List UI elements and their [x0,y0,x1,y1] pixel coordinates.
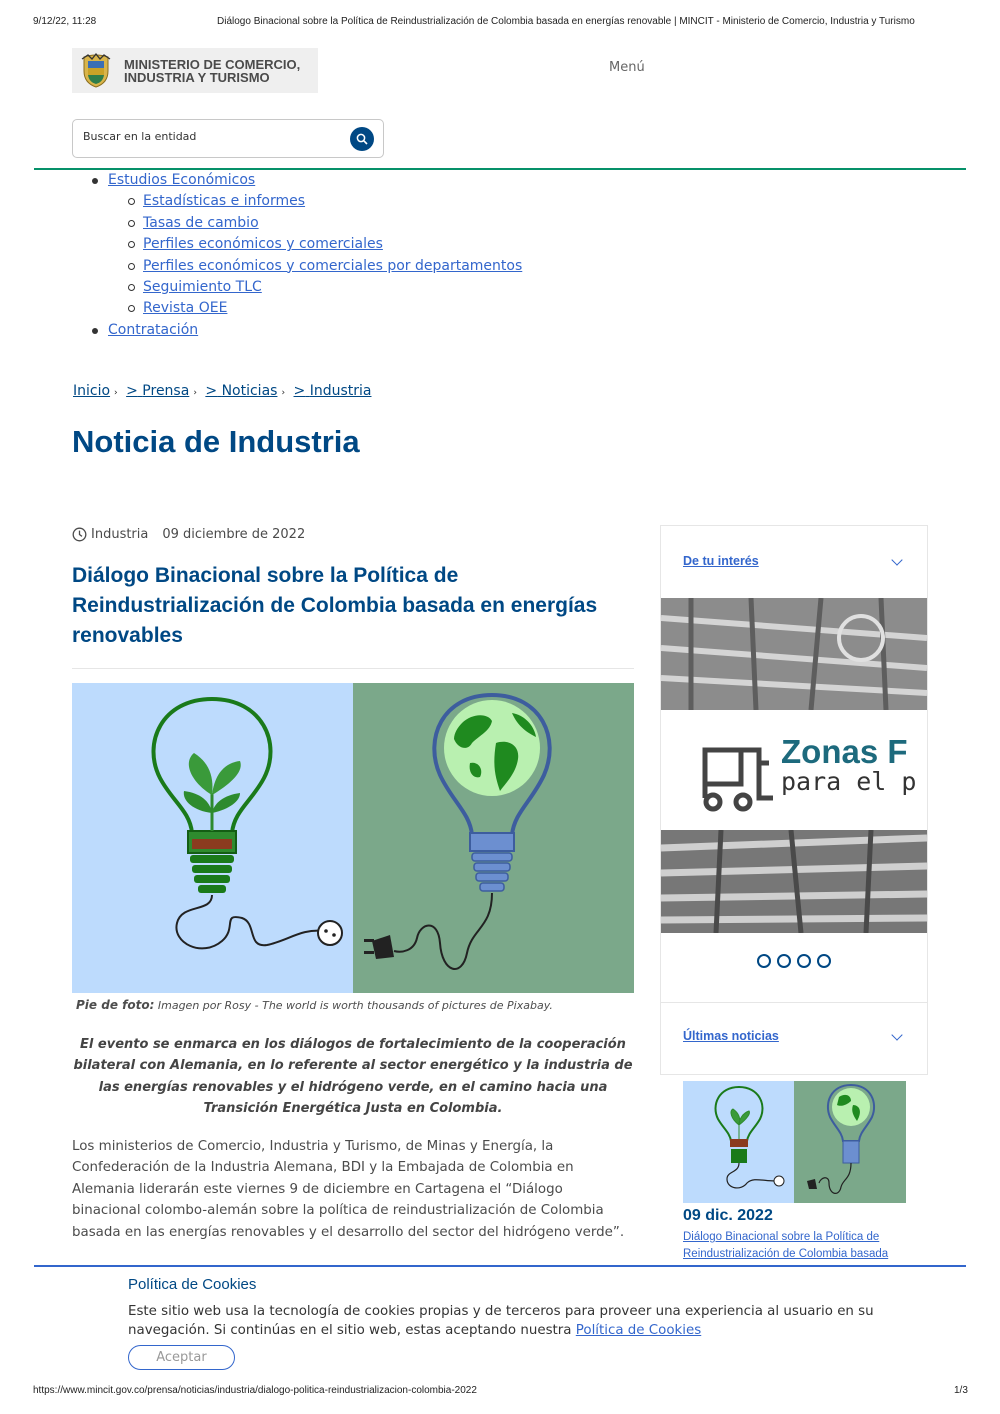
search-box [72,119,384,158]
nav-link-perfiles[interactable]: Perfiles económicos y comerciales [143,236,383,253]
article-body: Los ministerios de Comercio, Industria y Turismo, de Minas y Energía, la Confederación de la Industria Alemana, BDI y la Embajada de Colombia en Alemania liderarán este viernes 9 de diciembre en Cartagena el “Diálogo binacional colombo-alemán sobre la política de reindustrialización de Colombia basada en las energías renovables y el desarrollo del sector del hidrógeno verde”. [72,1139,625,1240]
print-page-number: 1/3 [954,1385,968,1396]
carousel-banner[interactable] [661,598,927,933]
nav-link-seguimiento-tlc[interactable]: Seguimiento TLC [143,279,262,296]
caption-text: Imagen por Rosy - The world is worth thousands of pictures de Pixabay. [157,999,553,1012]
nav-subitem [72,213,522,234]
carousel-dot[interactable] [757,954,771,968]
nav-subitem [72,234,522,255]
print-page-title: Diálogo Binacional sobre la Política de Reindustrialización de Colombia basada en energías renovable | MINCIT - Ministerio de Comercio, Industria y Turismo [217,16,915,27]
breadcrumb-separator: › [281,388,286,398]
search-input[interactable] [83,130,343,143]
nav-link-perfiles-departamentos[interactable]: Perfiles económicos y comerciales por departamentos [143,257,523,274]
logo-line-1: MINISTERIO DE COMERCIO, [124,56,301,72]
magnifier-icon [356,133,368,145]
search-button[interactable] [350,127,374,151]
carousel-dot[interactable] [817,954,831,968]
article-date: 09 diciembre de 2022 [162,527,306,542]
banner-subtitle: para el p [781,767,917,796]
nav-subitem [72,191,522,212]
article-meta [72,527,305,542]
latest-news-date: 09 dic. 2022 [683,1207,773,1224]
article-category: Industria [91,527,149,542]
caption-label: Pie de foto: [76,998,155,1012]
nav-subitem [72,277,522,298]
breadcrumb-separator: › [193,388,197,398]
accept-cookies-button[interactable]: Aceptar [128,1345,235,1370]
carousel-dot[interactable] [777,954,791,968]
print-datetime: 9/12/22, 11:28 [33,16,97,27]
nav-link-estadisticas[interactable]: Estadísticas e informes [143,193,306,210]
logo-line-2: INDUSTRIA Y TURISMO [124,69,270,85]
cookie-text: Este sitio web usa la tecnología de cookies propias y de terceros para proveer una experiencia al usuario en su navegación. Si continúas en el sitio web, estas aceptando nuestra Política de Cookies [128,1304,874,1338]
breadcrumb-separator: › [114,388,118,398]
carousel-pagination [757,954,831,968]
chevron-down-icon[interactable] [891,554,902,565]
cookie-banner [34,1267,966,1379]
title-divider [72,668,634,669]
breadcrumb-industria[interactable]: > Industria [293,383,372,399]
cookie-title: Política de Cookies [128,1276,257,1293]
breadcrumb-prensa[interactable]: > Prensa [126,383,190,399]
print-url: https://www.mincit.gov.co/prensa/noticias/industria/dialogo-politica-reindustrializacion-colombia-2022 [33,1385,477,1396]
nav-list [72,170,522,341]
latest-news-thumbnail[interactable] [683,1081,906,1203]
chevron-down-icon[interactable] [891,1029,902,1040]
nav-link-contratacion[interactable]: Contratación [108,321,199,338]
nav-item-estudios [72,170,522,191]
nav-subitem [72,256,522,277]
menu-button[interactable]: Menú [609,60,645,75]
latest-news-link[interactable]: Diálogo Binacional sobre la Política de Reindustrialización de Colombia basada [683,1231,889,1260]
hero-image-lightbulbs [72,683,634,993]
sidebar-latest-toggle[interactable]: Últimas noticias [683,1029,779,1043]
breadcrumb-inicio[interactable]: Inicio [73,383,111,399]
clock-icon [72,527,87,542]
nav-subitem [72,298,522,319]
breadcrumb [73,383,371,399]
article-title: Diálogo Binacional sobre la Política de Reindustrialización de Colombia basada en energías renovables [72,564,598,647]
sidebar-interest-toggle[interactable]: De tu interés [683,554,759,568]
image-caption [76,998,553,1012]
banner-title: Zonas F [781,733,908,770]
nav-link-tasas[interactable]: Tasas de cambio [143,214,259,231]
cookie-policy-link[interactable]: Política de Cookies [575,1323,702,1338]
page-title: Noticia de Industria [72,424,360,459]
carousel-dot[interactable] [797,954,811,968]
ministry-logo[interactable] [72,48,318,93]
breadcrumb-noticias[interactable]: > Noticias [205,383,278,399]
colombia-coat-of-arms-icon [78,53,114,89]
nav-link-revista-oee[interactable]: Revista OEE [143,300,228,317]
nav-link-estudios[interactable]: Estudios Económicos [108,172,256,188]
nav-item-contratacion [72,320,522,341]
article-lead: El evento se enmarca en los diálogos de fortalecimiento de la cooperación bilateral con Alemania, en lo referente al sector energético y la industria de las energías renovables y el hidrógeno verde, en el camino hacia una Transición Energética Justa en Colombia. [73,1037,633,1117]
